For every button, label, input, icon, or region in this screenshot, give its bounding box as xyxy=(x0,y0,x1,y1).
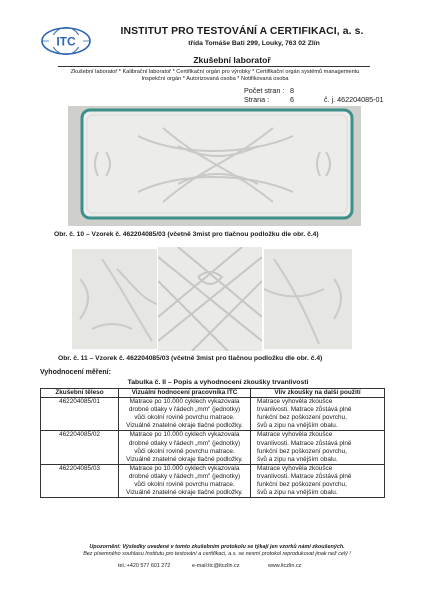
institute-name: INSTITUT PRO TESTOVÁNÍ A CERTIFIKACI, a. s. xyxy=(120,26,364,37)
figure-11-caption: Obr. č. 11 – Vzorek č. 462204085/03 (včetně 3mist pro tlačnou podložku dle obr. č.4) xyxy=(58,355,323,362)
cell-line: Matrace vyhověla zkoušce xyxy=(257,398,333,406)
cell-line: trvanlivosti. Matrace zůstává plně xyxy=(257,472,352,480)
usage-effect-cell xyxy=(251,464,385,497)
figure-10-caption: Obr. č. 10 – Vzorek č. 462204085/03 (včetně 3mist pro tlačnou podložku dle obr. č.4) xyxy=(54,231,319,238)
column-header: Zkušební těleso xyxy=(41,389,119,398)
table-row xyxy=(41,398,385,431)
cell-line: Matrace vyhověla zkoušce xyxy=(257,431,333,439)
table-caption: Tabulka č. II – Popis a vyhodnocení zkoušky trvanlivosti xyxy=(127,379,309,386)
mattress-photo-fig11-right xyxy=(264,249,352,349)
mattress-detail-center xyxy=(158,247,262,351)
cell-line: funkční bez poškození povrchu, xyxy=(257,481,347,489)
visual-assessment-cell xyxy=(119,398,251,431)
cell-line: švů a zipu na vnějším obalu. xyxy=(257,422,338,430)
durability-results-table xyxy=(40,388,385,498)
sample-id-cell: 462204085/02 xyxy=(41,431,119,464)
logo-text: ITC xyxy=(56,34,76,49)
mattress-photo-fig11-center xyxy=(158,247,262,351)
footer-warning-1: Upozornění: Výsledky uvedené v tomto zkušebním protokolu se týkají jen vzorků námi zkoušených. xyxy=(89,544,345,550)
page-count-value: 8 xyxy=(290,86,294,95)
cell-line: vůči okolní rovině povrchu matrace. xyxy=(134,447,235,455)
cell-line: drobné otlaky v řádech „mm" (jednotky) xyxy=(128,406,241,414)
footer-web: www.itczlin.cz xyxy=(268,563,302,569)
cell-line: Matrace vyhověla zkoušce xyxy=(257,464,333,472)
mattress-photo-fig11-left xyxy=(72,249,157,349)
page-number-label: Strana : xyxy=(244,95,270,104)
cell-line: funkční bez poškození povrchu, xyxy=(257,414,347,422)
header-divider xyxy=(58,66,370,67)
cell-line: funkční bez poškození povrchu, xyxy=(257,447,347,455)
footer-warning-2: Bez písemného souhlasu Institutu pro testování a certifikaci, a.s. se nesmí protokol reprodukovat jinak než celý ! xyxy=(83,551,351,557)
table-row xyxy=(41,464,385,497)
mattress-detail-right xyxy=(264,249,352,349)
cell-line: Vizuálně znatelné okraje tlačné podložky. xyxy=(126,455,243,463)
cell-line: trvanlivosti. Matrace zůstává plně xyxy=(257,439,352,447)
usage-effect-cell xyxy=(251,431,385,464)
cell-line: Matrace po 10.000 cyklech vykazovala xyxy=(129,398,240,406)
table-header-row xyxy=(41,389,385,398)
column-header: Vizuální hodnocení pracovníka ITC xyxy=(119,389,251,398)
sample-id-cell: 462204085/03 xyxy=(41,464,119,497)
footer-phone: tel.:+420 577 601 272 xyxy=(118,563,171,569)
institute-address: třída Tomáše Bati 299, Louky, 763 02 Zlín xyxy=(188,40,320,47)
mattress-photo-fig10 xyxy=(68,106,361,226)
page-count-label: Počet stran : xyxy=(244,86,285,95)
certification-line-1: Zkušební laboratoř * Kalibrační laboratoř * Certifikační orgán pro výrobky * Certifikační orgán systémů managementu xyxy=(70,69,360,75)
cell-line: drobné otlaky v řádech „mm" (jednotky) xyxy=(128,472,241,480)
page-number-value: 6 xyxy=(290,95,294,104)
visual-assessment-cell xyxy=(119,431,251,464)
cell-line: švů a zipu na vnějším obalu. xyxy=(257,455,338,463)
certification-line-2: Inspekční orgán * Autorizovaná osoba * Notifikovaná osoba xyxy=(141,76,289,82)
visual-assessment-cell xyxy=(119,464,251,497)
document-number: č. j. 462204085-01 xyxy=(324,95,384,104)
table-row xyxy=(41,431,385,464)
cell-line: Vizuálně znatelné okraje tlačné podložky. xyxy=(126,489,243,497)
sample-id-cell: 462204085/01 xyxy=(41,398,119,431)
cell-line: Vizuálně znatelné okraje tlačné podložky. xyxy=(126,422,243,430)
lab-name: Zkušební laboratoř xyxy=(193,55,271,65)
mattress-top-image xyxy=(68,106,361,226)
cell-line: vůči okolní rovině povrchu matrace. xyxy=(134,481,235,489)
usage-effect-cell xyxy=(251,398,385,431)
cell-line: Matrace po 10.000 cyklech vykazovala xyxy=(129,464,240,472)
column-header: Vliv zkoušky na další použití xyxy=(251,389,385,398)
cell-line: drobné otlaky v řádech „mm" (jednotky) xyxy=(128,439,241,447)
mattress-detail-left xyxy=(72,249,157,349)
evaluation-heading: Vyhodnocení měření: xyxy=(40,369,111,376)
footer-email: e-mail:itc@itczlin.cz xyxy=(192,563,240,569)
cell-line: Matrace po 10.000 cyklech vykazovala xyxy=(129,431,240,439)
cell-line: švů a zipu na vnějším obalu. xyxy=(257,489,338,497)
cell-line: vůči okolní rovině povrchu matrace. xyxy=(134,414,235,422)
cell-line: trvanlivosti. Matrace zůstává plně xyxy=(257,406,352,414)
